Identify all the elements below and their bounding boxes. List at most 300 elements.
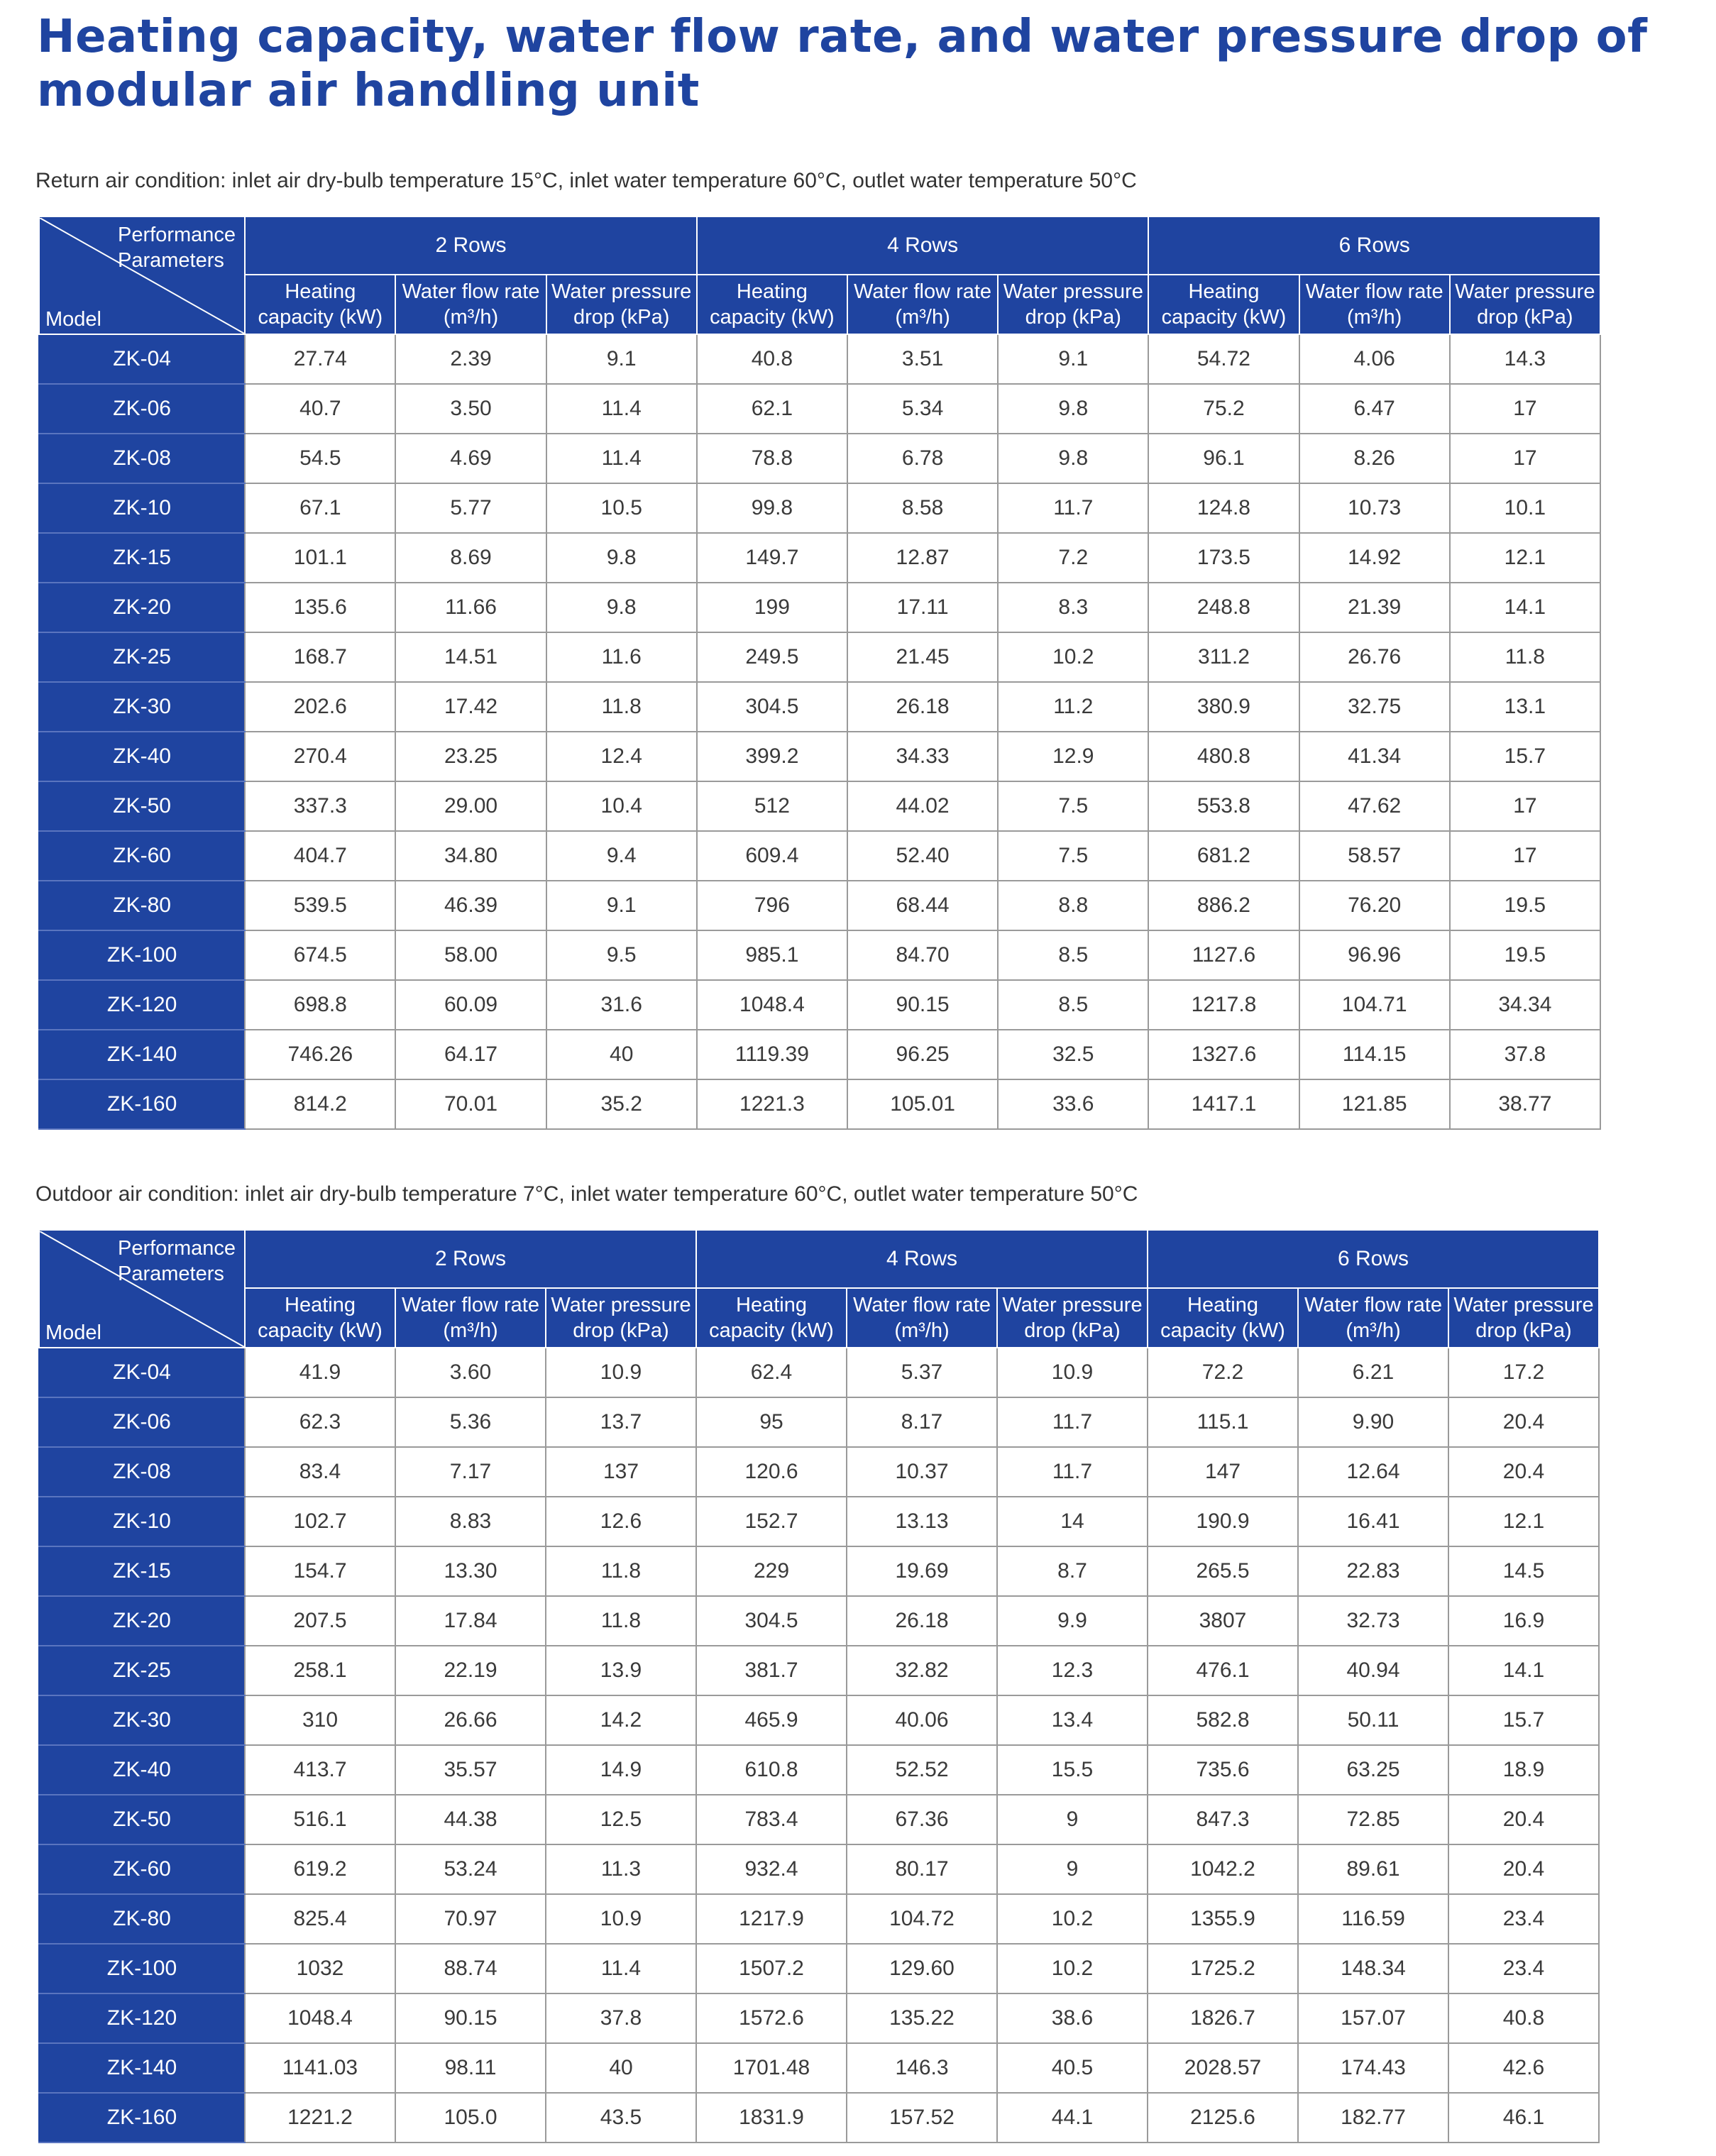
value-cell: 29.00	[395, 781, 546, 831]
model-cell: ZK-20	[39, 1596, 245, 1646]
value-cell: 88.74	[395, 1944, 546, 1993]
value-cell: 120.6	[696, 1447, 847, 1497]
value-cell: 476.1	[1148, 1646, 1298, 1695]
table-row	[39, 533, 1600, 583]
corner-label-performance-parameters: Performance Parameters	[118, 224, 236, 272]
value-cell: 38.77	[1450, 1079, 1600, 1129]
value-cell: 40.8	[697, 334, 847, 384]
value-cell: 5.34	[847, 384, 998, 434]
value-cell: 1119.39	[697, 1030, 847, 1079]
value-cell: 796	[697, 881, 847, 930]
table-row	[39, 1646, 1599, 1695]
value-cell: 17.2	[1448, 1348, 1599, 1397]
corner-label-model: Model	[45, 308, 101, 331]
value-cell: 11.4	[546, 384, 697, 434]
value-cell: 102.7	[245, 1497, 395, 1546]
value-cell: 12.1	[1450, 533, 1600, 583]
value-cell: 985.1	[697, 930, 847, 980]
value-cell: 40.7	[245, 384, 395, 434]
value-cell: 10.4	[546, 781, 697, 831]
model-cell: ZK-25	[39, 632, 245, 682]
value-cell: 35.57	[395, 1745, 546, 1795]
table-row	[39, 831, 1600, 881]
value-cell: 14.3	[1450, 334, 1600, 384]
water-pressure-drop-header: Water pressure drop (kPa)	[546, 275, 697, 334]
value-cell: 32.82	[847, 1646, 997, 1695]
value-cell: 116.59	[1298, 1894, 1448, 1944]
heating-capacity-header: Heating capacity (kW)	[697, 275, 847, 334]
value-cell: 34.34	[1450, 980, 1600, 1030]
water-flow-rate-header: Water flow rate (m³/h)	[1299, 275, 1450, 334]
value-cell: 52.52	[847, 1745, 997, 1795]
value-cell: 4.69	[395, 434, 546, 483]
value-cell: 15.5	[997, 1745, 1148, 1795]
value-cell: 553.8	[1148, 781, 1299, 831]
value-cell: 14	[997, 1497, 1148, 1546]
table-row	[39, 1447, 1599, 1497]
table-row	[39, 2093, 1599, 2143]
value-cell: 16.9	[1448, 1596, 1599, 1646]
heating-capacity-header: Heating capacity (kW)	[1148, 275, 1299, 334]
value-cell: 1327.6	[1148, 1030, 1299, 1079]
value-cell: 12.1	[1448, 1497, 1599, 1546]
value-cell: 1127.6	[1148, 930, 1299, 980]
value-cell: 9	[997, 1795, 1148, 1844]
value-cell: 17.11	[847, 583, 998, 632]
value-cell: 270.4	[245, 732, 395, 781]
value-cell: 8.5	[998, 980, 1148, 1030]
value-cell: 10.73	[1299, 483, 1450, 533]
table-row	[39, 1546, 1599, 1596]
table-row	[39, 334, 1600, 384]
value-cell: 3.51	[847, 334, 998, 384]
value-cell: 13.30	[395, 1546, 546, 1596]
value-cell: 41.9	[245, 1348, 395, 1397]
value-cell: 83.4	[245, 1447, 395, 1497]
value-cell: 54.5	[245, 434, 395, 483]
value-cell: 146.3	[847, 2043, 997, 2093]
table-row	[39, 583, 1600, 632]
value-cell: 207.5	[245, 1596, 395, 1646]
value-cell: 10.1	[1450, 483, 1600, 533]
table-row	[39, 2043, 1599, 2093]
table-row	[39, 1397, 1599, 1447]
value-cell: 11.8	[546, 1596, 696, 1646]
value-cell: 2125.6	[1148, 2093, 1298, 2143]
water-flow-rate-header: Water flow rate (m³/h)	[847, 1288, 997, 1348]
value-cell: 1725.2	[1148, 1944, 1298, 1993]
page-title: Heating capacity, water flow rate, and water pressure drop of modular air handling unit	[37, 11, 1648, 117]
value-cell: 75.2	[1148, 384, 1299, 434]
water-pressure-drop-header: Water pressure drop (kPa)	[1448, 1288, 1599, 1348]
value-cell: 157.07	[1298, 1993, 1448, 2043]
value-cell: 9.8	[998, 384, 1148, 434]
value-cell: 62.4	[696, 1348, 847, 1397]
value-cell: 114.15	[1299, 1030, 1450, 1079]
value-cell: 8.17	[847, 1397, 997, 1447]
value-cell: 104.72	[847, 1894, 997, 1944]
value-cell: 9.4	[546, 831, 697, 881]
value-cell: 399.2	[697, 732, 847, 781]
table-row	[39, 1894, 1599, 1944]
value-cell: 40	[546, 2043, 696, 2093]
heating-capacity-header: Heating capacity (kW)	[245, 1288, 395, 1348]
value-cell: 311.2	[1148, 632, 1299, 682]
value-cell: 11.3	[546, 1844, 696, 1894]
value-cell: 157.52	[847, 2093, 997, 2143]
value-cell: 67.1	[245, 483, 395, 533]
value-cell: 265.5	[1148, 1546, 1298, 1596]
value-cell: 381.7	[696, 1646, 847, 1695]
value-cell: 60.09	[395, 980, 546, 1030]
value-cell: 37.8	[1450, 1030, 1600, 1079]
value-cell: 44.38	[395, 1795, 546, 1844]
value-cell: 43.5	[546, 2093, 696, 2143]
value-cell: 7.17	[395, 1447, 546, 1497]
value-cell: 1221.2	[245, 2093, 395, 2143]
value-cell: 13.13	[847, 1497, 997, 1546]
table-row	[39, 384, 1600, 434]
value-cell: 78.8	[697, 434, 847, 483]
value-cell: 47.62	[1299, 781, 1450, 831]
value-cell: 1032	[245, 1944, 395, 1993]
row-group-header: 4 Rows	[696, 1230, 1148, 1288]
row-group-header: 2 Rows	[245, 1230, 696, 1288]
value-cell: 746.26	[245, 1030, 395, 1079]
table-row	[39, 434, 1600, 483]
table-row	[39, 1993, 1599, 2043]
value-cell: 19.5	[1450, 930, 1600, 980]
value-cell: 681.2	[1148, 831, 1299, 881]
value-cell: 11.4	[546, 1944, 696, 1993]
water-pressure-drop-header: Water pressure drop (kPa)	[997, 1288, 1148, 1348]
value-cell: 84.70	[847, 930, 998, 980]
value-cell: 17	[1450, 384, 1600, 434]
value-cell: 10.2	[998, 632, 1148, 682]
value-cell: 8.7	[997, 1546, 1148, 1596]
model-cell: ZK-60	[39, 831, 245, 881]
value-cell: 98.11	[395, 2043, 546, 2093]
value-cell: 304.5	[696, 1596, 847, 1646]
value-cell: 68.44	[847, 881, 998, 930]
value-cell: 404.7	[245, 831, 395, 881]
value-cell: 54.72	[1148, 334, 1299, 384]
model-cell: ZK-06	[39, 1397, 245, 1447]
value-cell: 13.9	[546, 1646, 696, 1695]
value-cell: 20.4	[1448, 1447, 1599, 1497]
table-row	[39, 1695, 1599, 1745]
value-cell: 26.76	[1299, 632, 1450, 682]
value-cell: 9.8	[998, 434, 1148, 483]
water-pressure-drop-header: Water pressure drop (kPa)	[1450, 275, 1600, 334]
value-cell: 96.96	[1299, 930, 1450, 980]
value-cell: 11.6	[546, 632, 697, 682]
value-cell: 20.4	[1448, 1795, 1599, 1844]
row-group-header: 4 Rows	[697, 216, 1149, 275]
value-cell: 886.2	[1148, 881, 1299, 930]
value-cell: 129.60	[847, 1944, 997, 1993]
model-cell: ZK-08	[39, 1447, 245, 1497]
value-cell: 58.00	[395, 930, 546, 980]
value-cell: 80.17	[847, 1844, 997, 1894]
value-cell: 825.4	[245, 1894, 395, 1944]
value-cell: 44.1	[997, 2093, 1148, 2143]
value-cell: 674.5	[245, 930, 395, 980]
value-cell: 21.39	[1299, 583, 1450, 632]
value-cell: 148.34	[1298, 1944, 1448, 1993]
value-cell: 99.8	[697, 483, 847, 533]
value-cell: 1042.2	[1148, 1844, 1298, 1894]
value-cell: 21.45	[847, 632, 998, 682]
value-cell: 12.87	[847, 533, 998, 583]
value-cell: 135.6	[245, 583, 395, 632]
table-row	[39, 1348, 1599, 1397]
value-cell: 20.4	[1448, 1397, 1599, 1447]
table-row	[39, 732, 1600, 781]
model-cell: ZK-10	[39, 1497, 245, 1546]
value-cell: 380.9	[1148, 682, 1299, 732]
value-cell: 70.97	[395, 1894, 546, 1944]
value-cell: 932.4	[696, 1844, 847, 1894]
value-cell: 2028.57	[1148, 2043, 1298, 2093]
value-cell: 249.5	[697, 632, 847, 682]
value-cell: 33.6	[998, 1079, 1148, 1129]
value-cell: 135.22	[847, 1993, 997, 2043]
value-cell: 11.8	[1450, 632, 1600, 682]
value-cell: 23.25	[395, 732, 546, 781]
value-cell: 480.8	[1148, 732, 1299, 781]
corner-header	[39, 216, 245, 334]
value-cell: 698.8	[245, 980, 395, 1030]
value-cell: 40.94	[1298, 1646, 1448, 1695]
value-cell: 13.4	[997, 1695, 1148, 1745]
value-cell: 15.7	[1448, 1695, 1599, 1745]
value-cell: 32.5	[998, 1030, 1148, 1079]
model-cell: ZK-100	[39, 930, 245, 980]
value-cell: 72.85	[1298, 1795, 1448, 1844]
value-cell: 58.57	[1299, 831, 1450, 881]
value-cell: 34.33	[847, 732, 998, 781]
table-row	[39, 930, 1600, 980]
model-cell: ZK-40	[39, 1745, 245, 1795]
model-cell: ZK-15	[39, 533, 245, 583]
value-cell: 35.2	[546, 1079, 697, 1129]
value-cell: 3.60	[395, 1348, 546, 1397]
value-cell: 34.80	[395, 831, 546, 881]
water-pressure-drop-header: Water pressure drop (kPa)	[998, 275, 1148, 334]
value-cell: 12.3	[997, 1646, 1148, 1695]
value-cell: 31.6	[546, 980, 697, 1030]
value-cell: 8.26	[1299, 434, 1450, 483]
value-cell: 147	[1148, 1447, 1298, 1497]
water-pressure-drop-header: Water pressure drop (kPa)	[546, 1288, 696, 1348]
value-cell: 182.77	[1298, 2093, 1448, 2143]
heating-capacity-header: Heating capacity (kW)	[696, 1288, 847, 1348]
value-cell: 11.66	[395, 583, 546, 632]
model-cell: ZK-120	[39, 1993, 245, 2043]
model-cell: ZK-25	[39, 1646, 245, 1695]
value-cell: 14.51	[395, 632, 546, 682]
model-cell: ZK-120	[39, 980, 245, 1030]
value-cell: 12.64	[1298, 1447, 1448, 1497]
row-group-header: 6 Rows	[1148, 216, 1600, 275]
value-cell: 26.18	[847, 682, 998, 732]
value-cell: 337.3	[245, 781, 395, 831]
value-cell: 67.36	[847, 1795, 997, 1844]
value-cell: 115.1	[1148, 1397, 1298, 1447]
value-cell: 41.34	[1299, 732, 1450, 781]
value-cell: 10.9	[546, 1348, 696, 1397]
value-cell: 9	[997, 1844, 1148, 1894]
value-cell: 12.4	[546, 732, 697, 781]
value-cell: 17.42	[395, 682, 546, 732]
value-cell: 735.6	[1148, 1745, 1298, 1795]
value-cell: 17.84	[395, 1596, 546, 1646]
value-cell: 62.3	[245, 1397, 395, 1447]
value-cell: 539.5	[245, 881, 395, 930]
value-cell: 152.7	[696, 1497, 847, 1546]
value-cell: 8.3	[998, 583, 1148, 632]
table-row	[39, 1745, 1599, 1795]
value-cell: 72.2	[1148, 1348, 1298, 1397]
water-flow-rate-header: Water flow rate (m³/h)	[847, 275, 998, 334]
model-cell: ZK-140	[39, 2043, 245, 2093]
water-flow-rate-header: Water flow rate (m³/h)	[1298, 1288, 1448, 1348]
value-cell: 17	[1450, 831, 1600, 881]
value-cell: 10.37	[847, 1447, 997, 1497]
value-cell: 154.7	[245, 1546, 395, 1596]
value-cell: 190.9	[1148, 1497, 1298, 1546]
value-cell: 40.06	[847, 1695, 997, 1745]
table-row	[39, 682, 1600, 732]
value-cell: 8.69	[395, 533, 546, 583]
value-cell: 10.9	[546, 1894, 696, 1944]
value-cell: 9.1	[546, 334, 697, 384]
value-cell: 310	[245, 1695, 395, 1745]
table-caption-outdoor-air: Outdoor air condition: inlet air dry-bulb temperature 7°C, inlet water temperature 60°C, outlet water temperature 50°C	[35, 1182, 1138, 1206]
value-cell: 11.7	[997, 1397, 1148, 1447]
value-cell: 40.8	[1448, 1993, 1599, 2043]
value-cell: 44.02	[847, 781, 998, 831]
table-row	[39, 1944, 1599, 1993]
value-cell: 3807	[1148, 1596, 1298, 1646]
water-flow-rate-header: Water flow rate (m³/h)	[395, 275, 546, 334]
value-cell: 70.01	[395, 1079, 546, 1129]
value-cell: 9.90	[1298, 1397, 1448, 1447]
value-cell: 10.2	[997, 1944, 1148, 1993]
table-row	[39, 1079, 1600, 1129]
value-cell: 1572.6	[696, 1993, 847, 2043]
value-cell: 137	[546, 1447, 696, 1497]
value-cell: 76.20	[1299, 881, 1450, 930]
value-cell: 8.58	[847, 483, 998, 533]
value-cell: 516.1	[245, 1795, 395, 1844]
heating-capacity-header: Heating capacity (kW)	[1148, 1288, 1298, 1348]
value-cell: 202.6	[245, 682, 395, 732]
value-cell: 9.5	[546, 930, 697, 980]
value-cell: 15.7	[1450, 732, 1600, 781]
value-cell: 1355.9	[1148, 1894, 1298, 1944]
model-cell: ZK-40	[39, 732, 245, 781]
model-cell: ZK-04	[39, 334, 245, 384]
value-cell: 11.8	[546, 682, 697, 732]
value-cell: 7.5	[998, 781, 1148, 831]
value-cell: 101.1	[245, 533, 395, 583]
water-flow-rate-header: Water flow rate (m³/h)	[395, 1288, 546, 1348]
value-cell: 9.8	[546, 583, 697, 632]
value-cell: 6.78	[847, 434, 998, 483]
value-cell: 5.37	[847, 1348, 997, 1397]
value-cell: 62.1	[697, 384, 847, 434]
value-cell: 13.1	[1450, 682, 1600, 732]
value-cell: 40	[546, 1030, 697, 1079]
value-cell: 32.75	[1299, 682, 1450, 732]
value-cell: 199	[697, 583, 847, 632]
value-cell: 2.39	[395, 334, 546, 384]
value-cell: 46.39	[395, 881, 546, 930]
table-row	[39, 483, 1600, 533]
model-cell: ZK-50	[39, 1795, 245, 1844]
value-cell: 105.01	[847, 1079, 998, 1129]
value-cell: 11.4	[546, 434, 697, 483]
value-cell: 19.69	[847, 1546, 997, 1596]
value-cell: 7.2	[998, 533, 1148, 583]
value-cell: 12.5	[546, 1795, 696, 1844]
model-cell: ZK-10	[39, 483, 245, 533]
value-cell: 9.8	[546, 533, 697, 583]
value-cell: 814.2	[245, 1079, 395, 1129]
model-cell: ZK-20	[39, 583, 245, 632]
value-cell: 10.2	[997, 1894, 1148, 1944]
value-cell: 124.8	[1148, 483, 1299, 533]
value-cell: 11.8	[546, 1546, 696, 1596]
value-cell: 3.50	[395, 384, 546, 434]
table-row	[39, 632, 1600, 682]
value-cell: 304.5	[697, 682, 847, 732]
value-cell: 6.21	[1298, 1348, 1448, 1397]
value-cell: 10.9	[997, 1348, 1148, 1397]
value-cell: 8.8	[998, 881, 1148, 930]
value-cell: 12.6	[546, 1497, 696, 1546]
value-cell: 149.7	[697, 533, 847, 583]
value-cell: 19.5	[1450, 881, 1600, 930]
value-cell: 7.5	[998, 831, 1148, 881]
value-cell: 11.7	[998, 483, 1148, 533]
value-cell: 783.4	[696, 1795, 847, 1844]
model-cell: ZK-04	[39, 1348, 245, 1397]
value-cell: 14.2	[546, 1695, 696, 1745]
value-cell: 1507.2	[696, 1944, 847, 1993]
table-caption-return-air: Return air condition: inlet air dry-bulb temperature 15°C, inlet water temperature 60°C, outlet water temperature 50°C	[35, 169, 1137, 192]
table-row	[39, 1844, 1599, 1894]
value-cell: 23.4	[1448, 1944, 1599, 1993]
value-cell: 465.9	[696, 1695, 847, 1745]
value-cell: 12.9	[998, 732, 1148, 781]
table-row	[39, 1795, 1599, 1844]
value-cell: 63.25	[1298, 1745, 1448, 1795]
value-cell: 27.74	[245, 334, 395, 384]
model-cell: ZK-80	[39, 881, 245, 930]
value-cell: 582.8	[1148, 1695, 1298, 1745]
value-cell: 610.8	[696, 1745, 847, 1795]
value-cell: 168.7	[245, 632, 395, 682]
value-cell: 22.19	[395, 1646, 546, 1695]
value-cell: 90.15	[395, 1993, 546, 2043]
value-cell: 64.17	[395, 1030, 546, 1079]
value-cell: 14.1	[1448, 1646, 1599, 1695]
value-cell: 14.1	[1450, 583, 1600, 632]
value-cell: 11.7	[997, 1447, 1148, 1497]
